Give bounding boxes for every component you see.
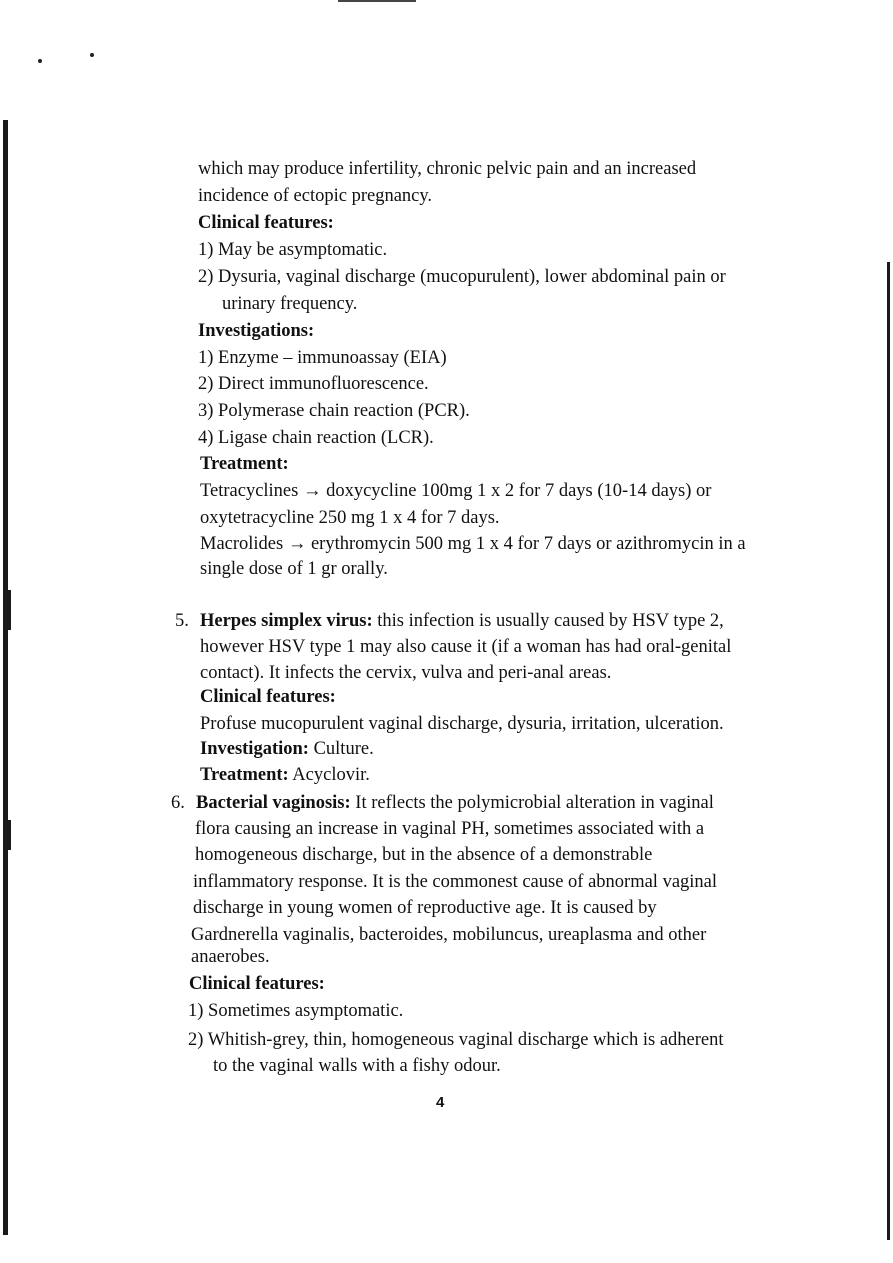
list-item: 2) Direct immunofluorescence.: [198, 374, 429, 394]
text-line: however HSV type 1 may also cause it (if a woman has had oral-genital: [200, 637, 732, 657]
section-heading: Clinical features:: [198, 213, 334, 233]
section-heading: Treatment:: [200, 454, 289, 474]
text-line: single dose of 1 gr orally.: [200, 559, 388, 579]
section-heading: Clinical features:: [189, 974, 325, 994]
list-item: 3) Polymerase chain reaction (PCR).: [198, 401, 470, 421]
scan-border-left: [3, 120, 8, 1235]
list-item: 1) Enzyme – immunoassay (EIA): [198, 348, 447, 368]
text-line: Gardnerella vaginalis, bacteroides, mobiluncus, ureaplasma and other: [191, 925, 707, 945]
list-number: 1): [188, 1001, 204, 1021]
text-line: homogeneous discharge, but in the absence of a demonstrable: [195, 845, 653, 865]
item-number: 5.: [175, 611, 189, 631]
text-line: oxytetracycline 250 mg 1 x 4 for 7 days.: [200, 508, 500, 528]
list-item: 1) Sometimes asymptomatic.: [188, 1001, 404, 1021]
list-number: 2): [198, 374, 214, 394]
numbered-item: 5. Herpes simplex virus: this infection is usually caused by HSV type 2,: [175, 611, 724, 631]
list-number: 1): [198, 348, 214, 368]
scan-speck: [38, 59, 42, 63]
text-line: incidence of ectopic pregnancy.: [198, 186, 433, 206]
text-line: anaerobes.: [191, 947, 270, 967]
scan-artifact-top: [338, 0, 416, 2]
text-line: Treatment: Acyclovir.: [200, 765, 370, 785]
text-line: Profuse mucopurulent vaginal discharge, dysuria, irritation, ulceration.: [200, 714, 724, 734]
numbered-item: 6. Bacterial vaginosis: It reflects the polymicrobial alteration in vaginal: [171, 793, 714, 813]
scan-speck: [90, 53, 94, 57]
section-heading: Investigations:: [198, 321, 315, 341]
list-number: 1): [198, 240, 214, 260]
text-line: Tetracyclines → doxycycline 100mg 1 x 2 for 7 days (10-14 days) or: [200, 481, 712, 501]
text-line: contact). It infects the cervix, vulva and peri-anal areas.: [200, 663, 612, 683]
list-item: 2) Whitish-grey, thin, homogeneous vaginal discharge which is adherent: [188, 1030, 724, 1050]
list-number: 4): [198, 428, 214, 448]
section-heading: Clinical features:: [200, 687, 336, 707]
list-item: 1) May be asymptomatic.: [198, 240, 388, 260]
text-line: to the vaginal walls with a fishy odour.: [213, 1056, 501, 1076]
page-number: 4: [436, 1094, 445, 1111]
text-line: flora causing an increase in vaginal PH, sometimes associated with a: [195, 819, 705, 839]
list-number: 3): [198, 401, 214, 421]
list-item: 2) Dysuria, vaginal discharge (mucopurulent), lower abdominal pain or: [198, 267, 726, 287]
text-line: Investigation: Culture.: [200, 739, 374, 759]
item-number: 6.: [171, 793, 185, 813]
text-line: discharge in young women of reproductive age. It is caused by: [193, 898, 657, 918]
text-line: urinary frequency.: [222, 294, 358, 314]
list-number: 2): [188, 1030, 204, 1050]
list-item: 4) Ligase chain reaction (LCR).: [198, 428, 434, 448]
text-line: Macrolides → erythromycin 500 mg 1 x 4 for 7 days or azithromycin in a: [200, 534, 746, 554]
text-line: inflammatory response. It is the commonest cause of abnormal vaginal: [193, 872, 718, 892]
list-number: 2): [198, 267, 214, 287]
text-line: which may produce infertility, chronic pelvic pain and an increased: [198, 159, 697, 179]
scan-border-right: [887, 262, 890, 1240]
